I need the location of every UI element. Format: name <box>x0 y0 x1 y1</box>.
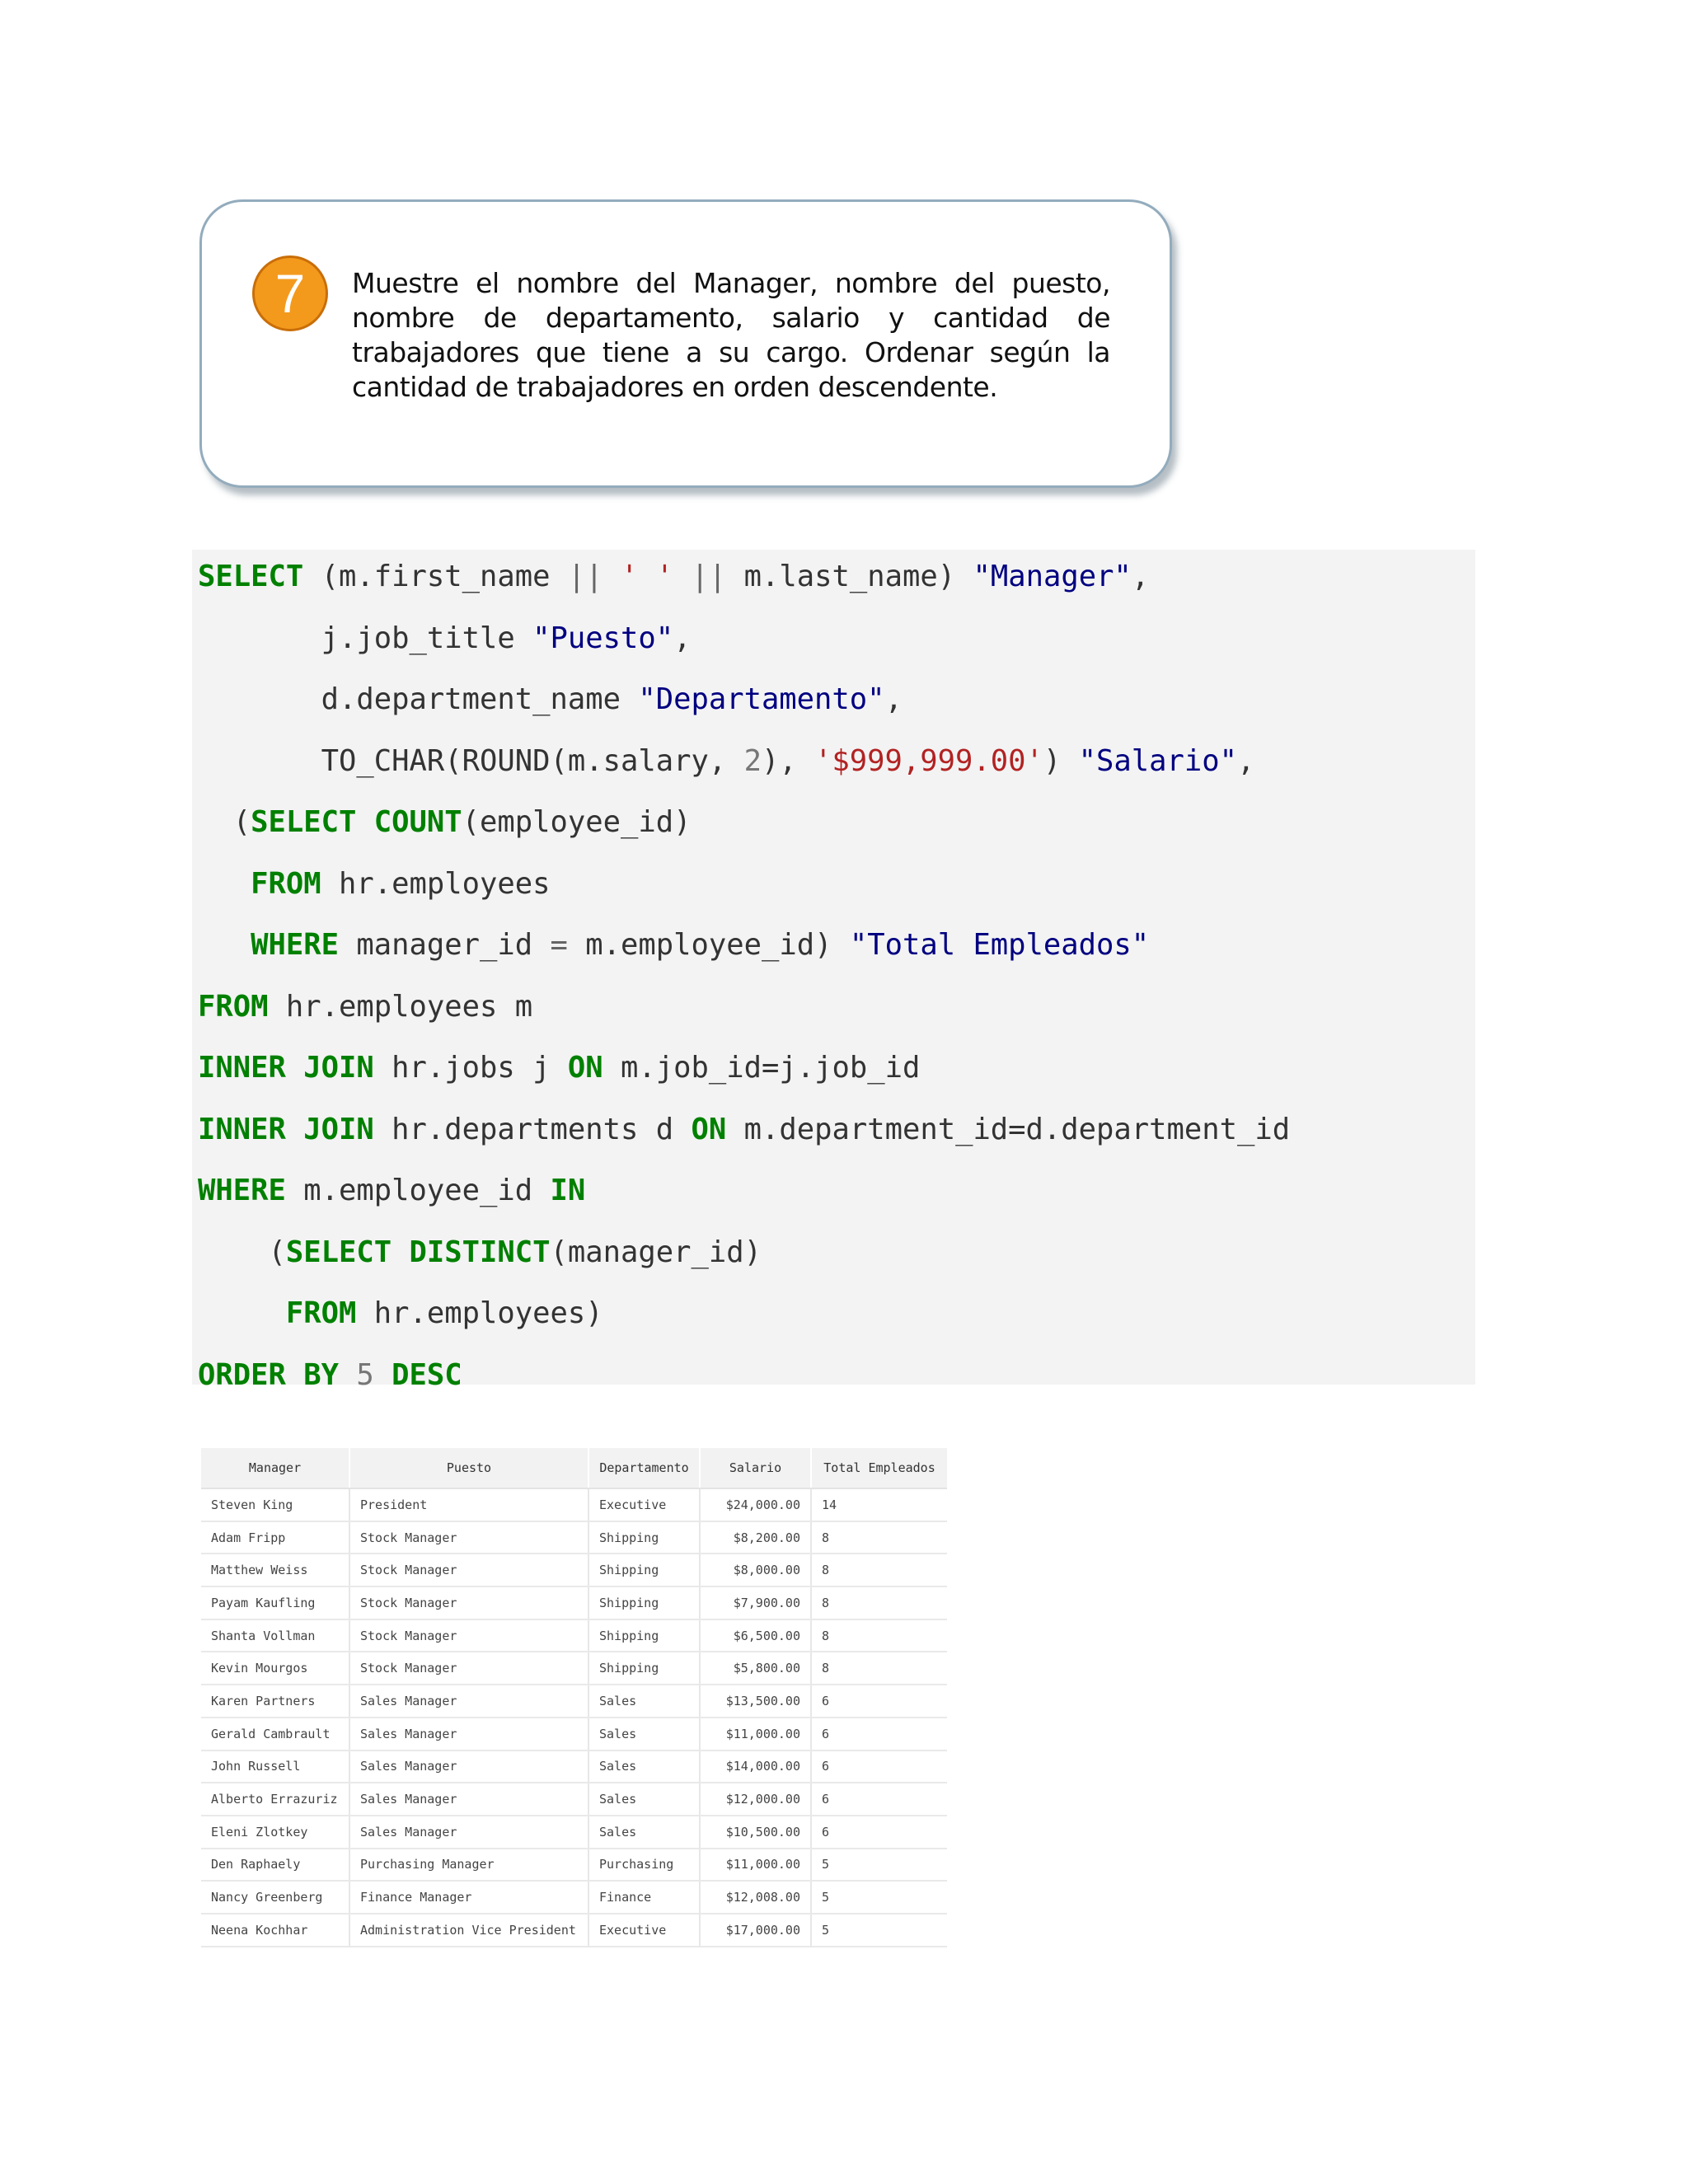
cell-puesto: Administration Vice President <box>349 1914 588 1947</box>
cell-departamento: Shipping <box>588 1521 700 1554</box>
cell-puesto: Stock Manager <box>349 1521 588 1554</box>
cell-salario: $6,500.00 <box>700 1619 811 1652</box>
keyword: DESC <box>392 1357 462 1392</box>
code-text: m.job_id=j.job_id <box>603 1051 921 1085</box>
table-row <box>201 1521 947 1554</box>
column-header-departamento[interactable]: Departamento <box>588 1448 700 1488</box>
cell-manager: Gerald Cambrault <box>201 1718 349 1750</box>
table-row <box>201 1554 947 1586</box>
code-text: ( <box>198 805 251 839</box>
cell-departamento: Shipping <box>588 1554 700 1586</box>
cell-total-empleados: 8 <box>811 1652 947 1685</box>
keyword: BY <box>303 1357 339 1392</box>
table-row <box>201 1881 947 1914</box>
results-table-body <box>201 1488 947 1947</box>
column-header-total-empleados[interactable]: Total Empleados <box>811 1448 947 1488</box>
column-header-salario[interactable]: Salario <box>700 1448 811 1488</box>
code-text: hr.employees m <box>268 989 533 1024</box>
concat-operator: || <box>567 560 603 593</box>
keyword: IN <box>550 1174 586 1207</box>
table-row <box>201 1783 947 1816</box>
column-alias: "Puesto" <box>532 621 674 655</box>
cell-salario: $12,008.00 <box>700 1881 811 1914</box>
cell-puesto: Stock Manager <box>349 1619 588 1652</box>
cell-total-empleados: 6 <box>811 1750 947 1783</box>
code-text: d.department_name <box>198 682 639 716</box>
cell-total-empleados: 14 <box>811 1488 947 1521</box>
column-alias: "Manager" <box>973 560 1132 593</box>
code-line-11 <box>198 1174 585 1207</box>
keyword: FROM <box>198 989 269 1024</box>
cell-manager: Steven King <box>201 1488 349 1521</box>
keyword: ON <box>691 1112 727 1146</box>
cell-salario: $10,500.00 <box>700 1816 811 1849</box>
code-text: hr.departments d <box>373 1112 692 1146</box>
keyword: ORDER <box>198 1357 286 1392</box>
cell-total-empleados: 8 <box>811 1586 947 1619</box>
cell-total-empleados: 5 <box>811 1881 947 1914</box>
code-text <box>198 928 251 962</box>
string-literal: '$999,999.00' <box>814 743 1043 778</box>
concat-operator: || <box>691 560 727 593</box>
cell-departamento: Sales <box>588 1783 700 1816</box>
code-line-6 <box>198 867 550 901</box>
code-line-5 <box>198 805 691 839</box>
cell-manager: Matthew Weiss <box>201 1554 349 1586</box>
keyword: FROM <box>251 866 321 901</box>
cell-manager: Shanta Vollman <box>201 1619 349 1652</box>
cell-puesto: Purchasing Manager <box>349 1849 588 1882</box>
code-text: , <box>884 682 903 716</box>
cell-manager: Karen Partners <box>201 1685 349 1718</box>
keyword: COUNT <box>373 805 462 839</box>
cell-manager: Payam Kaufling <box>201 1586 349 1619</box>
cell-salario: $14,000.00 <box>700 1750 811 1783</box>
cell-manager: Alberto Errazuriz <box>201 1783 349 1816</box>
results-table <box>201 1448 947 1947</box>
number-literal: 5 <box>356 1357 374 1392</box>
table-row <box>201 1586 947 1619</box>
column-alias: "Departamento" <box>638 682 885 716</box>
code-line-8 <box>198 990 532 1024</box>
code-line-7 <box>198 928 1149 962</box>
cell-salario: $8,200.00 <box>700 1521 811 1554</box>
cell-total-empleados: 6 <box>811 1783 947 1816</box>
column-alias: "Salario" <box>1078 743 1238 778</box>
cell-departamento: Purchasing <box>588 1849 700 1882</box>
code-line-4 <box>198 744 1254 778</box>
cell-total-empleados: 6 <box>811 1816 947 1849</box>
cell-puesto: Sales Manager <box>349 1816 588 1849</box>
cell-departamento: Sales <box>588 1816 700 1849</box>
code-text: j.job_title <box>198 621 533 655</box>
cell-salario: $13,500.00 <box>700 1685 811 1718</box>
code-line-2 <box>198 621 691 655</box>
column-header-manager[interactable]: Manager <box>201 1448 349 1488</box>
keyword: WHERE <box>198 1174 286 1207</box>
cell-puesto: Sales Manager <box>349 1783 588 1816</box>
code-text <box>356 805 373 839</box>
cell-salario: $7,900.00 <box>700 1586 811 1619</box>
cell-salario: $12,000.00 <box>700 1783 811 1816</box>
cell-salario: $17,000.00 <box>700 1914 811 1947</box>
header-row <box>201 1448 947 1488</box>
keyword: JOIN <box>303 1112 374 1146</box>
code-text: m.department_id=d.department_id <box>726 1112 1291 1146</box>
code-line-10 <box>198 1113 1290 1146</box>
cell-salario: $5,800.00 <box>700 1652 811 1685</box>
exercise-card <box>199 199 1172 488</box>
exercise-number-badge: 7 <box>252 255 328 331</box>
cell-manager: Kevin Mourgos <box>201 1652 349 1685</box>
cell-puesto: Stock Manager <box>349 1652 588 1685</box>
number-literal: 2 <box>743 743 762 778</box>
table-row <box>201 1718 947 1750</box>
code-text: (employee_id) <box>462 805 692 839</box>
cell-total-empleados: 8 <box>811 1554 947 1586</box>
code-text: , <box>1237 743 1255 778</box>
cell-departamento: Finance <box>588 1881 700 1914</box>
code-text: m.employee_id) <box>567 928 850 962</box>
code-text: (m.first_name <box>303 560 568 593</box>
cell-departamento: Sales <box>588 1685 700 1718</box>
table-row <box>201 1750 947 1783</box>
cell-departamento: Sales <box>588 1750 700 1783</box>
code-text: hr.employees) <box>356 1296 603 1330</box>
cell-total-empleados: 5 <box>811 1914 947 1947</box>
cell-total-empleados: 6 <box>811 1718 947 1750</box>
cell-salario: $8,000.00 <box>700 1554 811 1586</box>
cell-manager: John Russell <box>201 1750 349 1783</box>
code-text: m.employee_id <box>285 1174 551 1207</box>
exercise-statement: Muestre el nombre del Manager, nombre del puesto, nombre de departamento, salario y cantidad de trabajadores que tiene a su cargo. Ordenar según la cantidad de trabajadores en orden descendente. <box>352 267 1110 403</box>
code-text: ) <box>1043 743 1079 778</box>
keyword: SELECT <box>251 805 357 839</box>
cell-manager: Neena Kochhar <box>201 1914 349 1947</box>
cell-departamento: Shipping <box>588 1652 700 1685</box>
code-text: hr.employees <box>321 866 551 901</box>
table-row <box>201 1816 947 1849</box>
column-header-puesto[interactable]: Puesto <box>349 1448 588 1488</box>
code-line-3 <box>198 682 903 716</box>
equals-operator: = <box>550 928 568 962</box>
cell-total-empleados: 8 <box>811 1619 947 1652</box>
cell-departamento: Shipping <box>588 1586 700 1619</box>
string-literal: ' ' <box>603 560 692 593</box>
keyword: ON <box>567 1051 603 1085</box>
column-alias: "Total Empleados" <box>849 928 1150 962</box>
code-text: ), <box>761 743 815 778</box>
results-table-header <box>201 1448 947 1488</box>
code-line-9 <box>198 1051 920 1085</box>
cell-salario: $11,000.00 <box>700 1849 811 1882</box>
cell-salario: $11,000.00 <box>700 1718 811 1750</box>
keyword: JOIN <box>303 1051 374 1085</box>
cell-puesto: Stock Manager <box>349 1554 588 1586</box>
cell-puesto: Sales Manager <box>349 1685 588 1718</box>
keyword: SELECT <box>285 1235 392 1269</box>
cell-departamento: Shipping <box>588 1619 700 1652</box>
code-text <box>198 1296 286 1330</box>
cell-departamento: Executive <box>588 1914 700 1947</box>
cell-puesto: President <box>349 1488 588 1521</box>
keyword: SELECT <box>198 560 304 593</box>
cell-departamento: Executive <box>588 1488 700 1521</box>
cell-puesto: Finance Manager <box>349 1881 588 1914</box>
table-row <box>201 1652 947 1685</box>
cell-puesto: Sales Manager <box>349 1718 588 1750</box>
code-text: , <box>1131 560 1150 593</box>
cell-manager: Nancy Greenberg <box>201 1881 349 1914</box>
cell-total-empleados: 8 <box>811 1521 947 1554</box>
code-text: TO_CHAR(ROUND(m.salary, <box>198 743 744 778</box>
cell-total-empleados: 6 <box>811 1685 947 1718</box>
keyword: WHERE <box>251 928 339 962</box>
code-line-14 <box>198 1358 462 1392</box>
code-line-13 <box>198 1296 603 1330</box>
code-text <box>392 1235 409 1269</box>
code-text: hr.jobs j <box>373 1051 568 1085</box>
keyword: DISTINCT <box>409 1235 551 1269</box>
code-text: manager_id <box>339 928 551 962</box>
code-text: ( <box>198 1235 286 1269</box>
cell-manager: Adam Fripp <box>201 1521 349 1554</box>
code-text <box>198 867 251 901</box>
keyword: INNER <box>198 1051 286 1085</box>
code-text: (manager_id) <box>550 1235 762 1269</box>
cell-manager: Den Raphaely <box>201 1849 349 1882</box>
cell-puesto: Stock Manager <box>349 1586 588 1619</box>
code-text: m.last_name) <box>726 560 973 593</box>
cell-total-empleados: 5 <box>811 1849 947 1882</box>
cell-salario: $24,000.00 <box>700 1488 811 1521</box>
table-row <box>201 1914 947 1947</box>
table-row <box>201 1685 947 1718</box>
code-text: , <box>673 621 692 655</box>
sql-code-block <box>198 546 1290 1406</box>
table-row <box>201 1619 947 1652</box>
keyword: FROM <box>285 1296 357 1330</box>
cell-puesto: Sales Manager <box>349 1750 588 1783</box>
keyword: INNER <box>198 1112 286 1146</box>
cell-manager: Eleni Zlotkey <box>201 1816 349 1849</box>
cell-departamento: Sales <box>588 1718 700 1750</box>
code-line-1 <box>198 560 1149 593</box>
table-row <box>201 1488 947 1521</box>
table-row <box>201 1849 947 1882</box>
code-line-12 <box>198 1235 762 1269</box>
